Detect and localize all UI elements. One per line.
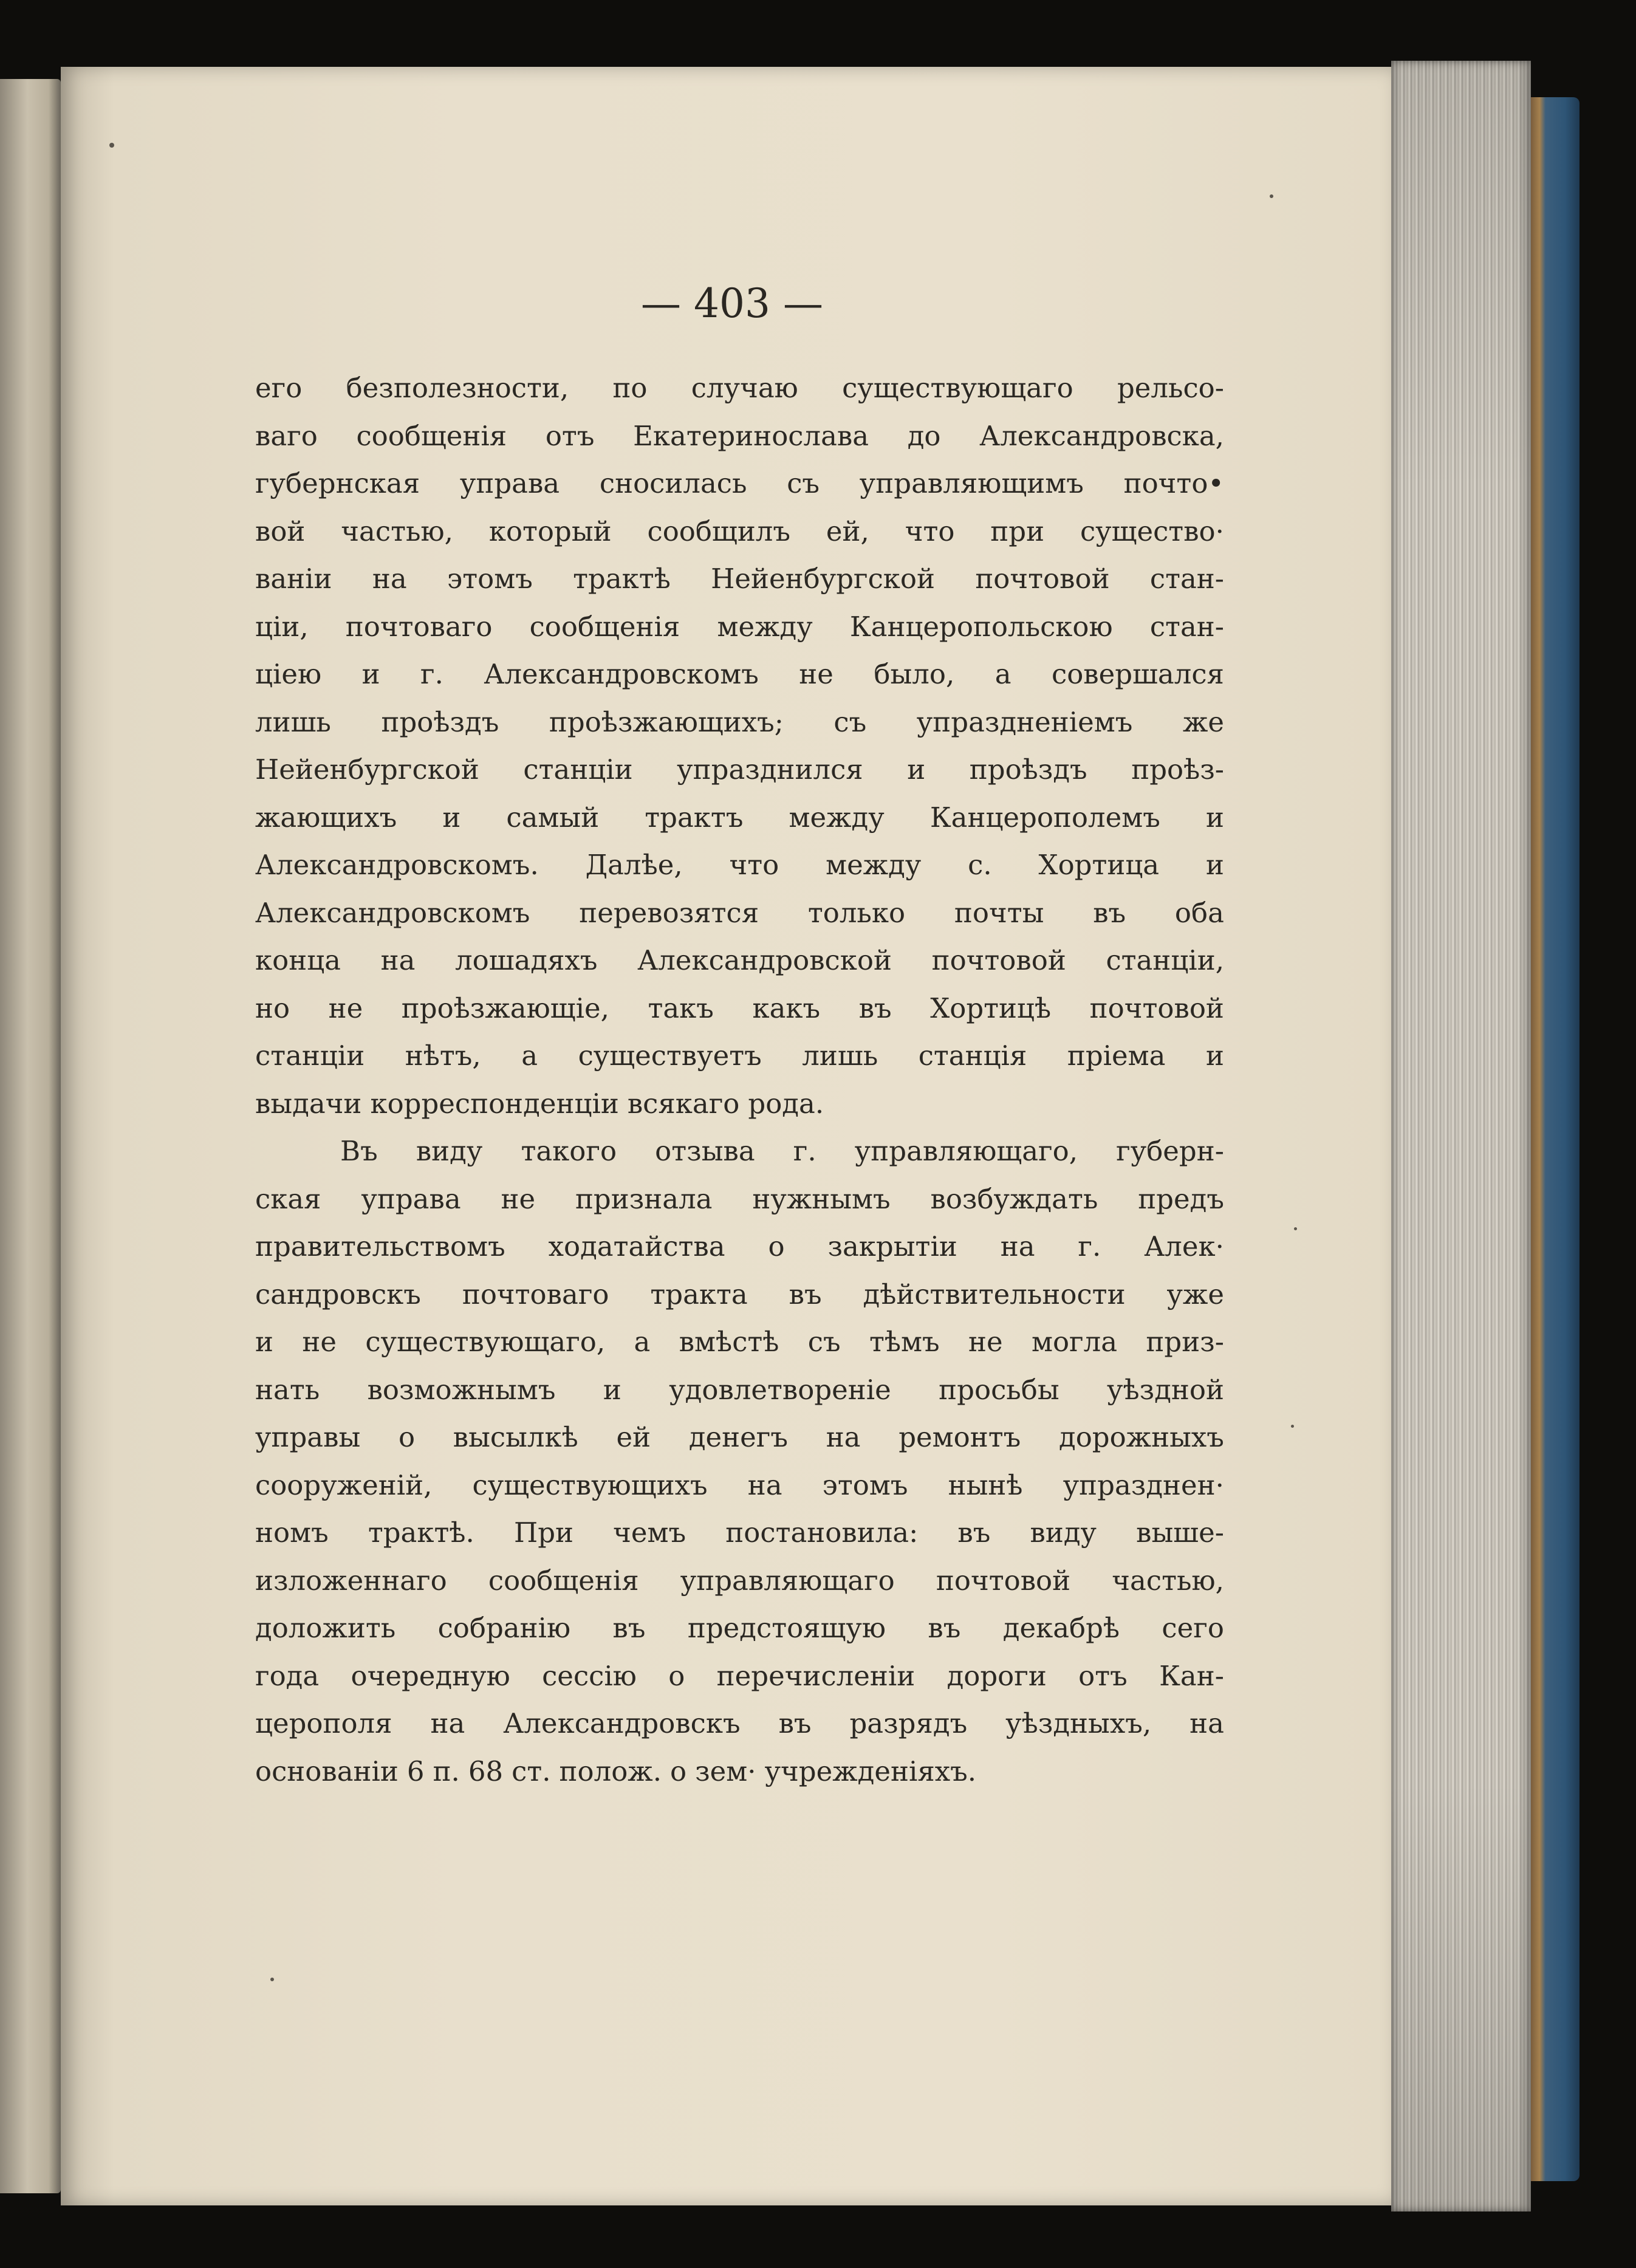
text-line: ціи, почтоваго сообщенія между Канцеропольскою стан- xyxy=(255,610,1224,643)
text-line: и не существующаго, а вмѣстѣ съ тѣмъ не могла приз- xyxy=(255,1326,1224,1358)
text-line: церополя на Александровскъ въ разрядъ уѣздныхъ, на xyxy=(255,1707,1224,1739)
text-line: нать возможнымъ и удовлетвореніе просьбы уѣздной xyxy=(255,1373,1224,1406)
text-line: правительствомъ ходатайства о закрытіи на г. Алек· xyxy=(255,1230,1224,1262)
text-line: основаніи 6 п. 68 ст. полож. о зем· учрежденіяхъ. xyxy=(255,1755,977,1787)
text-line: ваго сообщенія отъ Екатеринослава до Александровска, xyxy=(255,419,1224,452)
text-line: вой частью, который сообщилъ ей, что при существо· xyxy=(255,515,1224,547)
page-block-edges xyxy=(1391,61,1531,2211)
text-line: станціи нѣтъ, а существуетъ лишь станція пріема и xyxy=(255,1040,1224,1072)
text-line: года очередную сессію о перечисленіи дороги отъ Кан- xyxy=(255,1659,1224,1692)
text-line: Нейенбургской станціи упразднился и проѣздъ проѣз- xyxy=(255,753,1224,786)
page-number: — 403 — xyxy=(641,280,823,327)
previous-page-edge xyxy=(0,79,61,2193)
text-line: но не проѣзжающіе, такъ какъ въ Хортицѣ почтовой xyxy=(255,992,1224,1024)
text-line: сооруженій, существующихъ на этомъ нынѣ упразднен· xyxy=(255,1468,1224,1501)
text-line: Александровскомъ перевозятся только почты въ оба xyxy=(255,896,1224,929)
text-line: конца на лошадяхъ Александровской почтовой станціи, xyxy=(255,944,1224,976)
text-line: губернская управа сносилась съ управляющимъ почто• xyxy=(255,467,1224,499)
body-text xyxy=(255,365,1224,1795)
text-line: выдачи корреспонденціи всякаго рода. xyxy=(255,1087,824,1120)
text-line: Александровскомъ. Далѣе, что между с. Хортица и xyxy=(255,849,1224,881)
paper-speck xyxy=(1291,1425,1294,1428)
paper-speck xyxy=(270,1978,274,1981)
text-line: изложеннаго сообщенія управляющаго почтовой частью, xyxy=(255,1564,1224,1597)
text-line: ская управа не признала нужнымъ возбуждать предъ xyxy=(255,1182,1224,1215)
paper-speck xyxy=(1294,1227,1297,1230)
text-line: ціею и г. Александровскомъ не было, а совершался xyxy=(255,658,1224,690)
text-line: жающихъ и самый трактъ между Канцерополемъ и xyxy=(255,801,1224,834)
text-line: ваніи на этомъ трактѣ Нейенбургской почтовой стан- xyxy=(255,563,1224,595)
text-line: Въ виду такого отзыва г. управляющаго, губерн- xyxy=(340,1135,1224,1167)
text-line: доложить собранію въ предстоящую въ декабрѣ сего xyxy=(255,1612,1224,1644)
paper-speck xyxy=(1270,194,1273,198)
text-line: номъ трактѣ. При чемъ постановила: въ виду выше- xyxy=(255,1516,1224,1549)
paper-speck xyxy=(109,143,114,148)
text-line: управы о высылкѣ ей денегъ на ремонтъ дорожныхъ xyxy=(255,1421,1224,1453)
text-line: сандровскъ почтоваго тракта въ дѣйствительности уже xyxy=(255,1278,1224,1310)
text-line: лишь проѣздъ проѣзжающихъ; съ упраздненіемъ же xyxy=(255,705,1224,738)
text-line: его безполезности, по случаю существующаго рельсо- xyxy=(255,372,1224,404)
book-cover-edge xyxy=(1531,97,1580,2181)
